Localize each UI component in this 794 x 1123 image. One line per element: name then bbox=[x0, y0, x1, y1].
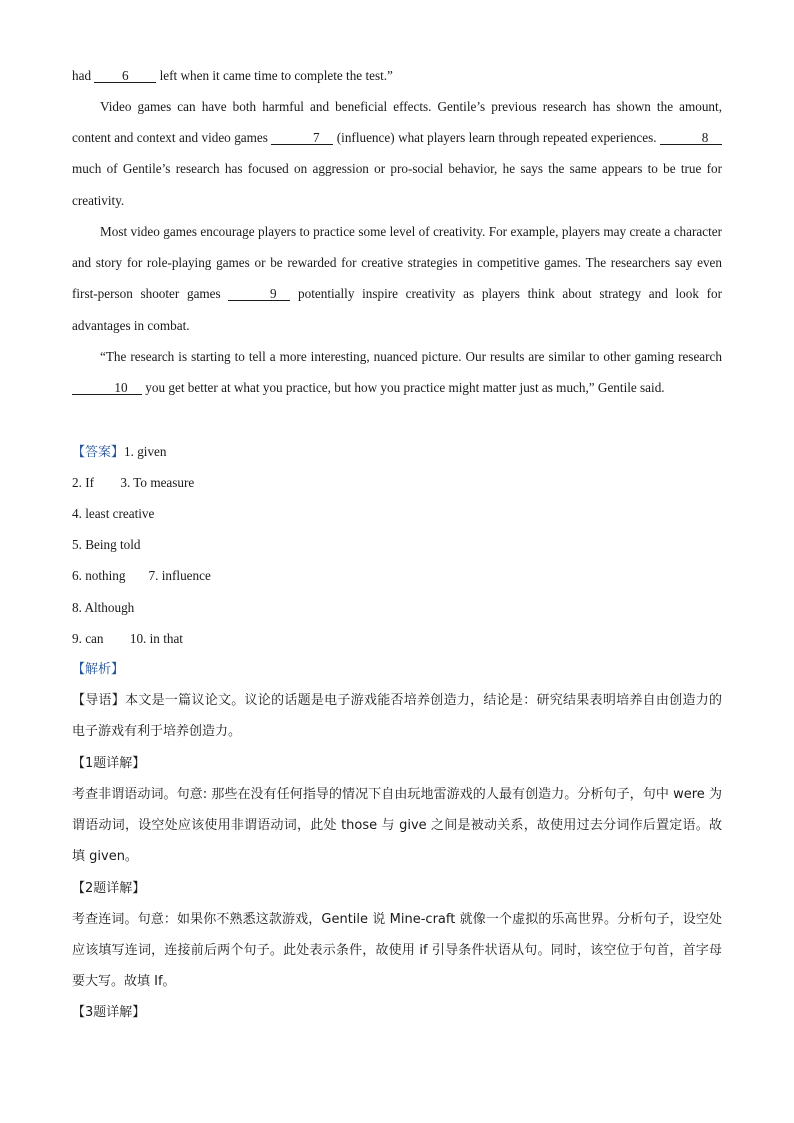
text: much of Gentile’s research has focused on aggression or pro-social behavior, he says the same appears to be true for creativity. bbox=[72, 161, 722, 208]
text: you get better at what you practice, but how you practice might matter just as much,” Gentile said. bbox=[142, 380, 665, 396]
passage-paragraph-0 bbox=[72, 60, 722, 91]
answer-line-5: 6. nothing 7. influence bbox=[72, 568, 211, 583]
blank-6: 6 bbox=[94, 69, 156, 83]
answer-line-1 bbox=[72, 442, 167, 463]
text: (influence) what players learn through repeated experiences. bbox=[333, 130, 660, 146]
blank-10: 10 bbox=[72, 381, 142, 395]
passage-paragraph-1 bbox=[72, 91, 722, 216]
q1-heading: 【1题详解】 bbox=[72, 756, 146, 771]
answer-line-7: 9. can 10. in that bbox=[72, 631, 183, 646]
answer-line-4: 5. Being told bbox=[72, 537, 141, 552]
text: Video games can have both harmful and beneficial effects. Gentile’s previous research has shown the amount, content and context and video games bbox=[72, 99, 722, 146]
answer-text: 1. given bbox=[124, 444, 167, 459]
answer-line-6: 8. Although bbox=[72, 600, 135, 615]
text: “The research is starting to tell a more interesting, nuanced picture. Our results are similar to other gaming research bbox=[100, 349, 722, 364]
answer-line-2: 2. If 3. To measure bbox=[72, 475, 195, 490]
answer-tag: 【答案】 bbox=[72, 445, 125, 460]
intro-tag: 【导语】 bbox=[72, 693, 126, 708]
q1-explanation: 考查非谓语动词。句意: 那些在没有任何指导的情况下自由玩地雷游戏的人最有创造力。分析句子，句中 were 为谓语动词，设空处应该使用非谓语动词，此处 those 与 give 之间是被动关系，故使用过去分词作后置定语。故填 given。 bbox=[72, 787, 722, 865]
analysis-tag: 【解析】 bbox=[72, 662, 125, 677]
blank-8: 8 bbox=[660, 131, 722, 145]
answer-line-3: 4. least creative bbox=[72, 506, 155, 521]
text: left when it came time to complete the test.” bbox=[156, 68, 393, 83]
text: potentially inspire creativity as players think about strategy and look for advantages in combat. bbox=[72, 286, 722, 333]
blank-9: 9 bbox=[228, 287, 290, 301]
intro-paragraph bbox=[72, 685, 722, 747]
text: Most video games encourage players to practice some level of creativity. For example, players may create a character and story for role-playing games or be rewarded for creative strategies in competitive games. The researchers say even first-person shooter games bbox=[72, 224, 722, 302]
intro-text: 本文是一篇议论文。议论的话题是电子游戏能否培养创造力，结论是：研究结果表明培养自由创造力的电子游戏有利于培养创造力。 bbox=[72, 693, 722, 740]
q3-heading: 【3题详解】 bbox=[72, 1005, 146, 1020]
blank-7: 7 bbox=[271, 131, 333, 145]
q2-heading: 【2题详解】 bbox=[72, 881, 146, 896]
q2-explanation: 考查连词。句意：如果你不熟悉这款游戏，Gentile 说 Mine-craft 就像一个虚拟的乐高世界。分析句子，设空处应该填写连词，连接前后两个句子。此处表示条件，故使用 if 引导条件状语从句。同时，该空位于句首，首字母要大写。故填 If。 bbox=[72, 912, 722, 990]
passage-paragraph-2 bbox=[72, 216, 722, 341]
passage-paragraph-3 bbox=[72, 341, 722, 403]
text: had bbox=[72, 68, 95, 83]
